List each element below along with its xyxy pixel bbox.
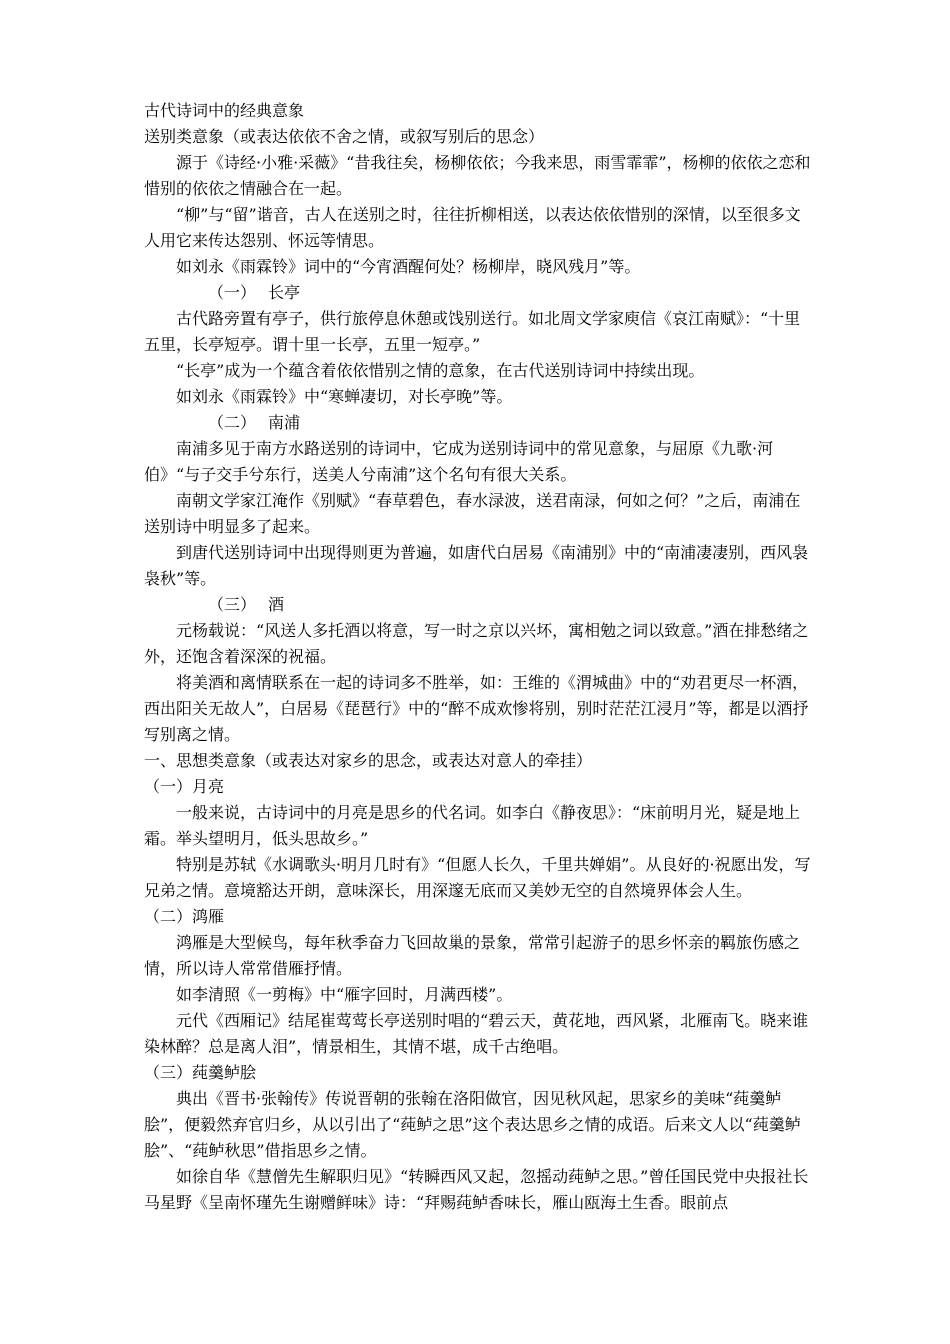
paragraph: 如徐自华《慧僧先生解职归见》“转瞬西风又起，忽摇动莼鲈之思。”曾任国民党中央报社长马星野《呈南怀瑾先生谢赠鲜味》诗：“拜赐莼鲈香味长，雁山瓯海土生香。眼前点	[144, 1167, 809, 1212]
subsection-title: 酒	[268, 595, 285, 614]
paragraph: “柳”与“留”谐音，古人在送别之时，往往折柳相送，以表达依依惜别的深情，以至很多文人用它来传达怨别、怀远等情思。	[144, 205, 801, 250]
paragraph: 特别是苏轼《水调歌头·明月几时有》“但愿人长久，千里共婵娟”。从良好的·祝愿出发，写兄弟之情。意境豁达开朗，意味深长，用深邃无底而又美妙无空的自然境界体会人生。	[144, 855, 811, 900]
subsection-heading: （一）月亮	[144, 777, 225, 796]
paragraph: 南浦多见于南方水路送别的诗词中，它成为送别诗词中的常见意象，与屈原《九歌·河伯》“与子交手兮东行，送美人兮南浦”这个名句有很大关系。	[144, 439, 774, 484]
subsection-heading	[144, 410, 816, 436]
subsection-title: 南浦	[268, 413, 301, 432]
section-heading: 一、思想类意象（或表达对家乡的思念，或表达对意人的牵挂）	[144, 751, 593, 770]
paragraph: 一般来说，古诗词中的月亮是思乡的代名词。如李白《静夜思》：“床前明月光，疑是地上霜。举头望明月，低头思故乡。”	[144, 803, 801, 848]
subsection-number: （二）	[208, 413, 257, 432]
paragraph: 如刘永《雨霖铃》词中的“今宵酒醒何处？杨柳岸，晓风残月”等。	[176, 257, 641, 276]
paragraph: 将美酒和离情联系在一起的诗词多不胜举，如：王维的《渭城曲》中的“劝君更尽一杯酒，西出阳关无故人”，白居易《琵琶行》中的“醉不成欢惨将别，别时茫茫江浸月”等，都是以酒抒写别离之情。	[144, 673, 809, 744]
subsection-number: （三）	[208, 595, 257, 614]
paragraph: 南朝文学家江淹作《别赋》“春草碧色，春水渌波，送君南渌，何如之何？”之后，南浦在送别诗中明显多了起来。	[144, 491, 801, 536]
paragraph: 如刘永《雨霖铃》中“寒蝉凄切，对长亭晚”等。	[176, 387, 513, 406]
paragraph: 古代路旁置有亭子，供行旅停息休憩或饯别送行。如北周文学家庾信《哀江南赋》：“十里五里，长亭短亭。谓十里一长亭，五里一短亭。”	[144, 309, 801, 354]
paragraph: 如李清照《一剪梅》中“雁字回时，月满西楼”。	[176, 985, 513, 1004]
document-title: 古代诗词中的经典意象	[144, 101, 305, 120]
paragraph: “长亭”成为一个蕴含着依依惜别之情的意象，在古代送别诗词中持续出现。	[176, 361, 705, 380]
subsection-heading: （二）鸿雁	[144, 907, 225, 926]
subsection-title: 长亭	[268, 283, 301, 302]
paragraph: 源于《诗经·小雅·采薇》“昔我往矣，杨柳依依；今我来思，雨雪霏霏”，杨柳的依依之恋和惜别的依依之情融合在一起。	[144, 153, 811, 198]
subsection-number: （一）	[208, 283, 257, 302]
subsection-heading: （三）莼羹鲈脍	[144, 1063, 257, 1082]
paragraph: 元代《西厢记》结尾崔莺莺长亭送别时唱的“碧云天，黄花地，西风紧，北雁南飞。晓来谁染林醉？总是离人泪”，情景相生，其情不堪，成千古绝唱。	[144, 1011, 809, 1056]
paragraph: 元杨载说：“风送人多托酒以将意，写一时之京以兴坏，寓相勉之词以致意。”酒在排愁绪之外，还饱含着深深的祝福。	[144, 621, 809, 666]
paragraph: 典出《晋书·张翰传》传说晋朝的张翰在洛阳做官，因见秋风起，思家乡的美味“莼羹鲈脍”，便毅然弃官归乡，从以引出了“莼鲈之思”这个表达思乡之情的成语。后来文人以“莼羹鲈脍”、“莼鲈秋思”借指思乡之情。	[144, 1089, 801, 1160]
document-body	[144, 98, 816, 1216]
subsection-heading	[144, 280, 816, 306]
paragraph: 鸿雁是大型候鸟，每年秋季奋力飞回故巢的景象，常常引起游子的思乡怀亲的羁旅伤感之情，所以诗人常常借雁抒情。	[144, 933, 801, 978]
section-heading: 送别类意象（或表达依依不舍之情，或叙写别后的思念）	[144, 127, 545, 146]
paragraph: 到唐代送别诗词中出现得则更为普遍，如唐代白居易《南浦别》中的“南浦凄凄别，西风袅袅秋”等。	[144, 543, 809, 588]
subsection-heading	[144, 592, 816, 618]
